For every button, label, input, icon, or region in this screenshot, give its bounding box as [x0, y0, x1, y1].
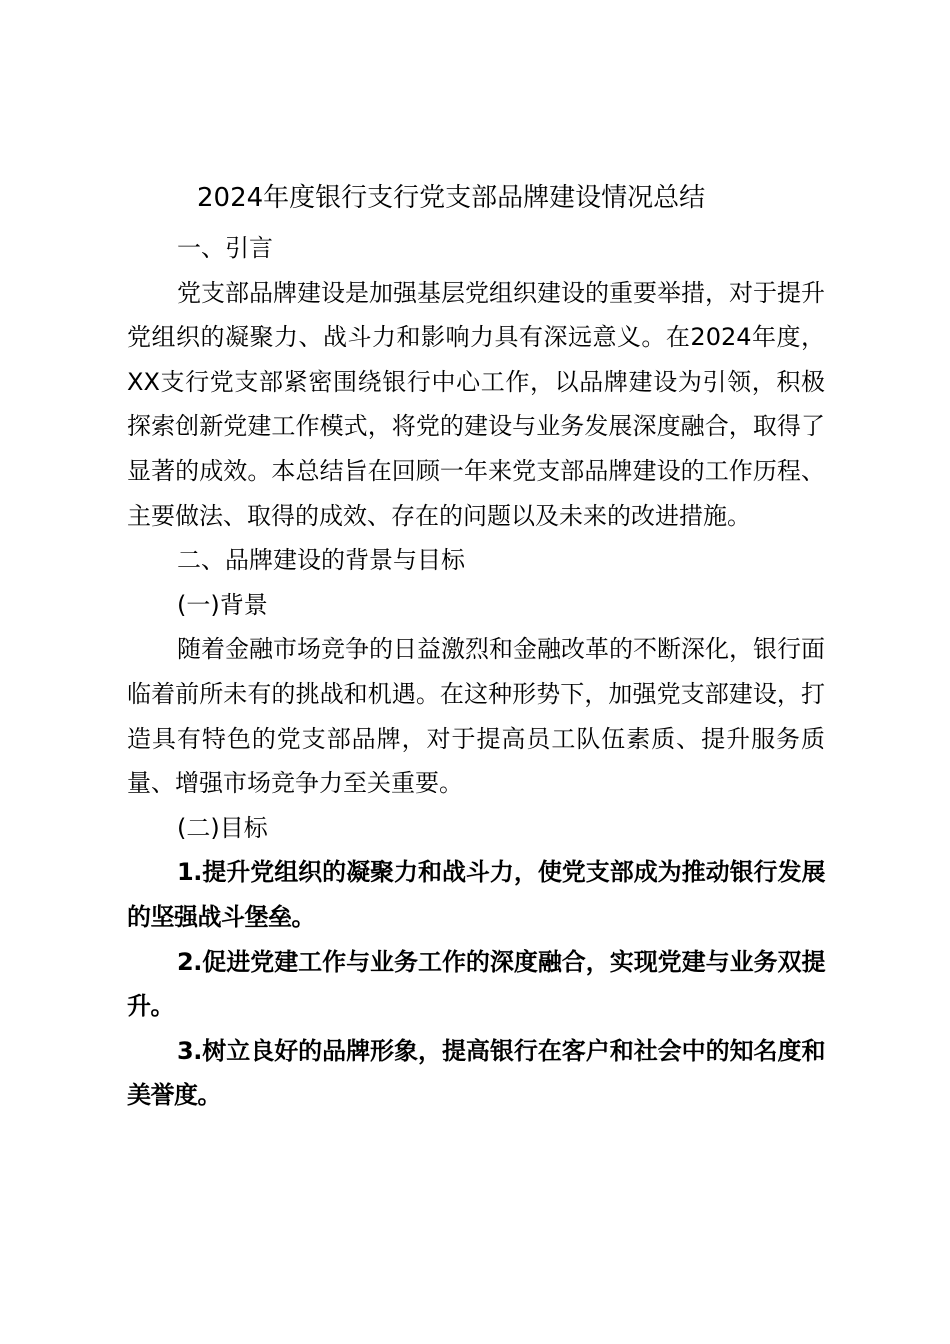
paragraph-background: 随着金融市场竞争的日益激烈和金融改革的不断深化，银行面临着前所未有的挑战和机遇。在这种形势下，加强党支部建设，打造具有特色的党支部品牌，对于提高员工队伍素质、提升服务质量、增强市场竞争力至关重要。 [127, 635, 825, 798]
subheading-goals: (二)目标 [177, 813, 268, 842]
section-heading-background-goals: 二、品牌建设的背景与目标 [177, 546, 465, 575]
goal-item-1: 1.提升党组织的凝聚力和战斗力，使党支部成为推动银行发展的坚强战斗堡垒。 [127, 858, 825, 931]
goal-item-2: 2.促进党建工作与业务工作的深度融合，实现党建与业务双提升。 [127, 947, 825, 1021]
document-page [127, 176, 825, 1118]
paragraph-introduction: 党支部品牌建设是加强基层党组织建设的重要举措，对于提升党组织的凝聚力、战斗力和影响力具有深远意义。在2024年度，XX支行党支部紧密围绕银行中心工作，以品牌建设为引领，积极探索创新党建工作模式，将党的建设与业务发展深度融合，取得了显著的成效。本总结旨在回顾一年来党支部品牌建设的工作历程、主要做法、取得的成效、存在的问题以及未来的改进措施。 [127, 278, 825, 530]
document-title: 2024年度银行支行党支部品牌建设情况总结 [197, 183, 706, 213]
goal-item-3: 3.树立良好的品牌形象，提高银行在客户和社会中的知名度和美誉度。 [127, 1036, 825, 1110]
subheading-background: (一)背景 [177, 590, 268, 619]
section-heading-introduction: 一、引言 [177, 234, 273, 262]
